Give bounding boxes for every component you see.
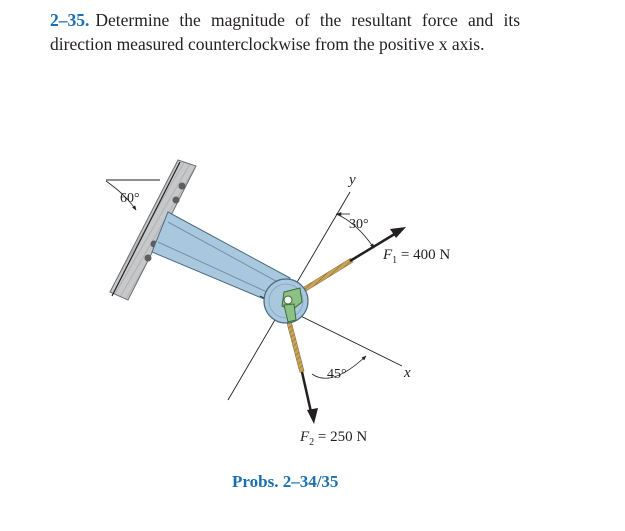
f2-label: $F_2 = 250$ N <box>300 429 368 448</box>
problem-text: Determine the magnitude of the resultant force and its direction measured counterclockwise from the positive x axis. <box>50 10 520 54</box>
bolt-icon <box>179 183 186 190</box>
problem-number: 2–35. <box>50 10 90 30</box>
bolt-icon <box>145 255 152 262</box>
force-f1 <box>297 227 450 294</box>
force-f2 <box>288 318 367 448</box>
x-axis-label: x <box>404 365 411 381</box>
f1-angle-indicator <box>336 214 374 248</box>
f1-label: $F_1 = 400$ N <box>383 247 451 266</box>
f1-angle-label: 30° <box>349 217 369 232</box>
y-axis-label: y <box>349 172 356 188</box>
wall-angle-indicator <box>106 180 160 210</box>
bolt-icon <box>173 197 180 204</box>
f2-angle-indicator <box>312 356 366 382</box>
ring-joint <box>264 279 308 323</box>
wall-angle-label: 60° <box>120 191 140 206</box>
f2-angle-label: 45° <box>327 367 347 382</box>
figure-caption: Probs. 2–34/35 <box>232 472 339 491</box>
